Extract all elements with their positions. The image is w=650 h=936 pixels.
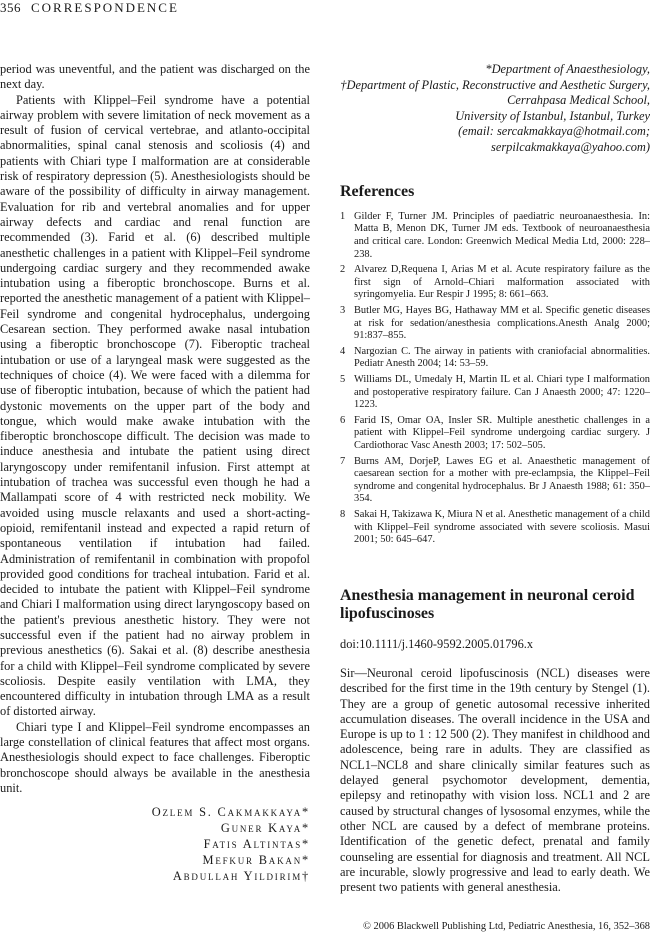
affiliation bbox=[340, 62, 650, 156]
affiliation-line: *Department of Anaesthesiology, bbox=[485, 62, 650, 76]
author-list bbox=[0, 804, 310, 884]
left-column bbox=[0, 62, 310, 884]
reference-item: 1 Gilder F, Turner JM. Principles of paediatric neuroanaesthesia. In: Matta B, Menon DK, Turner JM eds. Textbook of neuroanaesthesia and critical care. London: Greenwich Medical Media Ltd, 2000: 228–238. bbox=[340, 210, 650, 260]
reference-item: 7 Burns AM, DorjeP, Lawes EG et al. Anaesthetic management of caesarean section for a mother with pre-eclampsia, the Klippel–Feil syndrome and congenital hydrocephalus. Br J Anaesth 1988; 61: 350–354. bbox=[340, 455, 650, 505]
reference-item: 6 Farid IS, Omar OA, Insler SR. Multiple anesthetic challenges in a patient with Klippel–Feil syndrome undergoing cardiac surgery. J Cardiothorac Vasc Anesth 2003; 17: 502–505. bbox=[340, 414, 650, 451]
affiliation-line: Cerrahpasa Medical School, bbox=[507, 93, 650, 108]
reference-item: 3 Butler MG, Hayes BG, Hathaway MM et al. Specific genetic diseases at risk for sedation/anesthesia complications.Anesth Analg 2000; 91:837–855. bbox=[340, 305, 650, 342]
article-body: Sir—Neuronal ceroid lipofuscinosis (NCL) diseases were described for the first time in the 19th century by Stengel (1). They are a group of genetic autosomal recessive inherited accumulation diseases. The overall incidence in the USA and Europe is up to 1 : 12 500 (2). They manifest in childhood and adolescence, being rare in adults. They are classified as NCL1–NCL8 and share clinically similar features such as delayed general psychomotor development, dementia, epilepsy and retinopathy with vision loss. NCL1 and 2 are caused by structural changes of lysosomal enzymes, while the other NCL are caused by a defect of membrane proteins. Identification of the genetic defect, prenatal and family counseling are essential for diagnosis and treatment. All NCL are incurable, slowly progressive and lead to early death. We present two patients with general anesthesia. bbox=[340, 666, 650, 895]
author: Fatis Altintas* bbox=[203, 837, 310, 852]
section-title: CORRESPONDENCE bbox=[31, 0, 179, 15]
article-title: Anesthesia management in neuronal ceroid lipofuscinoses bbox=[340, 586, 635, 622]
copyright-footer: © 2006 Blackwell Publishing Ltd, Pediatric Anesthesia, 16, 352–368 bbox=[363, 921, 650, 932]
page-number: 356 bbox=[0, 0, 21, 15]
reference-item: 4 Nargozian C. The airway in patients with craniofacial abnormalities. Pediatr Anesth 2004; 14: 53–59. bbox=[340, 345, 650, 370]
author: Abdullah Yildirim† bbox=[172, 869, 310, 884]
reference-item: 5 Williams DL, Umedaly H, Martin IL et al. Chiari type I malformation and postoperative respiratory failure. Can J Anaesth 2000; 47: 1220–1223. bbox=[340, 373, 650, 411]
reference-item: 2 Alvarez D,Requena I, Arias M et al. Acute respiratory failure as the first sign of Arnold–Chiari malformation associated with syringomyelia. Eur Respir J 1995; 8: 661–663. bbox=[340, 264, 650, 301]
paragraph: Patients with Klippel–Feil syndrome have a potential airway problem with severe limitation of neck movement as a result of fusion of cervical vertebrae, and atlanto-occipital abnormalities, spinal canal stenosis and scoliosis (4) and patients with Chiari type I malformation are at considerable risk of respiratory depression (5). Anesthesiologists should be aware of the possibility of difficulty in airway management. Evaluation for rib and vertebral anomalies and for upper airway defects and cardiac and renal function are recommended (3). Farid et al. (6) described multiple anesthetic challenges in a patient with Klippel–Feil syndrome undergoing cardiac surgery and they recommended awake intubation using a fiberoptic bronchoscope. Burns et al. reported the anesthetic management of a patient with Klippel–Feil syndrome and congenital hydrocephalus, undergoing Cesarean section. They performed awake nasal intubation using a fiberoptic bronchoscope (7). Fiberoptic tracheal intubation or use of a laryngeal mask were suggested as the techniques of choice (4). We were faced with a dilemma for use of fiberoptic intubation, because of which the patient had dystonic movements on the upper part of the body and tongue, which would make awake intubation with the fiberoptic bronchoscope difficult. The decision was made to induce anesthesia and intubate the patient using direct laryngoscopy under remifentanil infusion. First attempt at intubation of trachea was successful even though he had a Mallampati score of 4 with restricted neck mobility. We avoided using muscle relaxants and used a short-acting-opioid, remifentanil instead and expected a rapid return of spontaneous ventilation if intubation had failed. Administration of remifentanil in combination with propofol provided good conditions for tracheal intubation. Farid et al. decided to intubate the patient with Klippel–Feil syndrome and Chiari I malformation using direct laryngoscopy based on the patient's previous anesthetic history. They were not successful even if the patient had no airway problem in previous anesthetics (6). Sakai et al. (8) describe anesthesia for a child with Klippel–Feil syndrome complicated by severe scoliosis. Despite easily ventilation with LMA, they encountered difficulty in intubation through LMA as a result of distorted airway. bbox=[0, 92, 310, 719]
author: Mefkur Bakan* bbox=[202, 853, 310, 868]
affiliation-line: University of Istanbul, Istanbul, Turkey bbox=[455, 108, 650, 123]
author: Guner Kaya* bbox=[220, 821, 310, 836]
affiliation-line: †Department of Plastic, Reconstructive and Aesthetic Surgery, bbox=[340, 77, 650, 92]
affiliation-email[interactable]: (email: sercakmakkaya@hotmail.com; bbox=[458, 124, 650, 139]
paragraph: Chiari type I and Klippel–Feil syndrome encompasses an large constellation of clinical features that affect most organs. Anesthesiologis should expect to face challenges. Fiberoptic bronchoscope should always be available in the anesthesia unit. bbox=[0, 719, 310, 795]
author: Ozlem S. Cakmakkaya* bbox=[151, 805, 310, 820]
references-heading: References bbox=[340, 182, 415, 200]
doi[interactable]: doi:10.1111/j.1460-9592.2005.01796.x bbox=[340, 636, 534, 651]
affiliation-email[interactable]: serpilcakmakkaya@yahoo.com) bbox=[491, 139, 650, 154]
reference-list bbox=[340, 211, 650, 547]
reference-item: 8 Sakai H, Takizawa K, Miura N et al. Anesthetic management of a child with Klippel–Feil syndrome associated with severe scoliosis. Masui 2001; 50: 645–647. bbox=[340, 508, 650, 546]
paragraph: period was uneventful, and the patient was discharged on the next day. bbox=[0, 62, 310, 92]
right-column bbox=[340, 62, 650, 895]
running-head bbox=[0, 0, 179, 16]
